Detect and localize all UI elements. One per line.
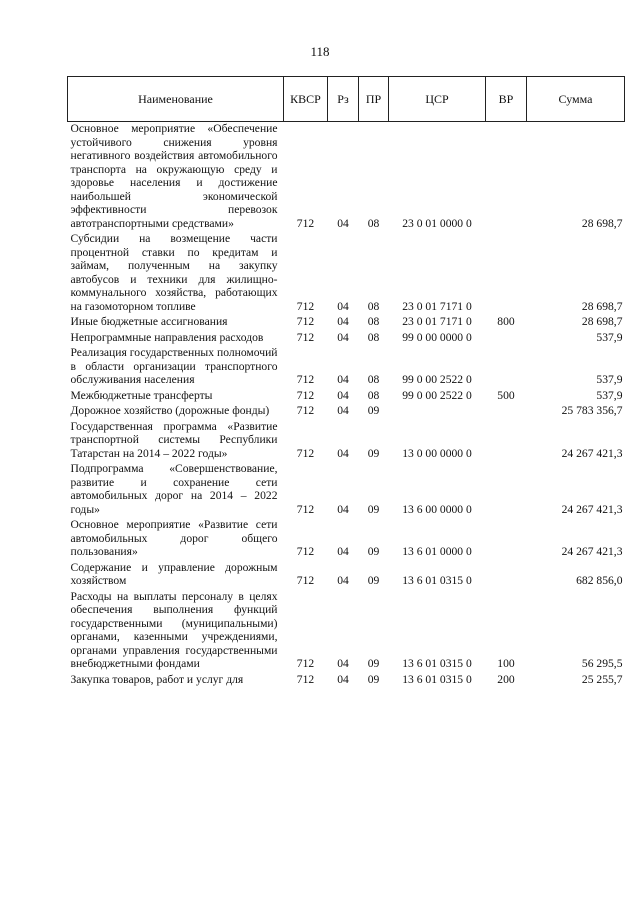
cell-kvsr: 712 <box>296 315 315 328</box>
cell-rz: 04 <box>337 404 349 417</box>
cell-csr: 13 6 00 0000 0 <box>402 502 472 516</box>
cell-rz: 04 <box>337 574 349 587</box>
table-row <box>68 122 625 231</box>
cell-name: Межбюджетные трансферты <box>70 388 213 402</box>
cell-name: Государственная программа «Развитие транспортной системы Республики Татарстан на 2014 – 2022 годы» <box>70 419 278 460</box>
cell-kvsr: 712 <box>296 388 315 402</box>
cell-name: Основное мероприятие «Обеспечение устойчивого снижения уровня негативного воздействия автомобильного транспорта на окружающую среду и здоровье населения и достижение наибольшей экономической эффективности перевозок автотранспортными средствами» <box>70 122 278 230</box>
cell-rz: 04 <box>337 545 349 558</box>
table-row <box>68 671 625 687</box>
cell-rz: 04 <box>337 216 349 230</box>
cell-csr: 13 6 01 0315 0 <box>402 672 472 686</box>
cell-rz: 04 <box>337 330 349 344</box>
table-row <box>68 230 625 313</box>
cell-sum: 25 255,7 <box>581 672 623 686</box>
cell-csr: 13 0 00 0000 0 <box>402 446 472 460</box>
cell-sum: 25 783 356,7 <box>561 404 623 417</box>
table-row <box>68 329 625 345</box>
cell-pr: 09 <box>367 574 380 587</box>
cell-pr: 09 <box>367 657 380 670</box>
cell-sum: 537,9 <box>596 388 623 402</box>
header-vr: ВР <box>486 77 527 122</box>
cell-rz: 04 <box>337 446 349 460</box>
cell-csr: 23 0 01 7171 0 <box>402 315 472 328</box>
cell-vr <box>486 516 527 559</box>
cell-sum: 537,9 <box>596 373 623 386</box>
cell-kvsr: 712 <box>296 330 315 344</box>
cell-csr: 99 0 00 2522 0 <box>402 373 472 386</box>
cell-csr: 13 6 01 0315 0 <box>402 657 472 670</box>
cell-csr: 23 0 01 7171 0 <box>402 299 472 313</box>
cell-name: Закупка товаров, работ и услуг для <box>70 672 244 686</box>
table-row <box>68 516 625 559</box>
cell-sum: 24 267 421,3 <box>561 502 623 516</box>
table-row <box>68 460 625 516</box>
cell-pr: 09 <box>367 446 380 460</box>
cell-kvsr: 712 <box>296 299 315 313</box>
cell-vr <box>486 418 527 461</box>
cell-vr <box>486 329 527 345</box>
cell-sum: 24 267 421,3 <box>561 446 623 460</box>
cell-sum: 24 267 421,3 <box>561 545 623 558</box>
cell-kvsr: 712 <box>296 574 315 587</box>
cell-csr: 13 6 01 0315 0 <box>402 574 472 587</box>
cell-vr <box>486 559 527 588</box>
table-row <box>68 418 625 461</box>
cell-sum: 682 856,0 <box>576 574 623 587</box>
header-rz: Рз <box>328 77 359 122</box>
cell-rz: 04 <box>337 672 349 686</box>
cell-csr: 99 0 00 0000 0 <box>402 330 472 344</box>
cell-rz: 04 <box>337 502 349 516</box>
cell-name: Иные бюджетные ассигнования <box>70 315 228 328</box>
cell-rz: 04 <box>337 388 349 402</box>
cell-vr <box>486 122 527 231</box>
cell-sum: 28 698,7 <box>581 216 623 230</box>
cell-sum: 56 295,5 <box>581 657 623 670</box>
budget-table <box>67 76 625 686</box>
header-pr: ПР <box>359 77 389 122</box>
table-row <box>68 588 625 671</box>
header-sum: Сумма <box>527 77 625 122</box>
cell-name: Реализация государственных полномочий в области организации транспортного обслуживания населения <box>70 346 278 386</box>
cell-rz: 04 <box>337 373 349 386</box>
cell-pr: 08 <box>367 330 380 344</box>
table-row <box>68 344 625 387</box>
cell-kvsr: 712 <box>296 216 315 230</box>
cell-kvsr: 712 <box>296 672 315 686</box>
cell-kvsr: 712 <box>296 545 315 558</box>
cell-name: Непрограммные направления расходов <box>70 330 264 344</box>
cell-vr: 800 <box>497 315 515 328</box>
page-number: 118 <box>310 44 330 59</box>
cell-sum: 28 698,7 <box>581 315 623 328</box>
cell-name: Дорожное хозяйство (дорожные фонды) <box>70 404 270 417</box>
cell-pr: 08 <box>367 299 380 313</box>
cell-rz: 04 <box>337 299 349 313</box>
cell-vr <box>486 230 527 313</box>
cell-vr: 200 <box>497 672 515 686</box>
cell-pr: 08 <box>367 373 380 386</box>
header-name: Наименование <box>68 77 284 122</box>
cell-kvsr: 712 <box>296 404 315 417</box>
cell-rz: 04 <box>337 657 349 670</box>
cell-name: Подпрограмма «Совершенствование, развитие и сохранение сети автомобильных дорог на 2014 – 2022 годы» <box>70 462 278 516</box>
header-kvsr: КВСР <box>284 77 328 122</box>
cell-kvsr: 712 <box>296 657 315 670</box>
cell-vr: 100 <box>497 657 515 670</box>
cell-sum: 28 698,7 <box>581 299 623 313</box>
cell-name: Содержание и управление дорожным хозяйством <box>70 560 278 587</box>
table-row <box>68 402 625 418</box>
cell-csr <box>389 402 486 418</box>
table-row <box>68 313 625 329</box>
cell-pr: 08 <box>367 315 380 328</box>
cell-sum: 537,9 <box>596 330 623 344</box>
cell-pr: 09 <box>367 672 380 686</box>
cell-name: Основное мероприятие «Развитие сети автомобильных дорог общего пользования» <box>70 518 278 558</box>
header-csr: ЦСР <box>389 77 486 122</box>
cell-rz: 04 <box>337 315 349 328</box>
cell-vr <box>486 344 527 387</box>
cell-kvsr: 712 <box>296 502 315 516</box>
cell-pr: 09 <box>367 404 380 417</box>
table-body <box>68 122 625 687</box>
cell-pr: 09 <box>367 545 380 558</box>
cell-csr: 99 0 00 2522 0 <box>402 388 472 402</box>
cell-vr <box>486 460 527 516</box>
cell-csr: 13 6 01 0000 0 <box>402 545 472 558</box>
cell-pr: 08 <box>367 216 380 230</box>
cell-pr: 09 <box>367 502 380 516</box>
cell-vr: 500 <box>497 388 515 402</box>
cell-vr <box>486 402 527 418</box>
cell-kvsr: 712 <box>296 373 315 386</box>
table-header-row <box>68 77 625 122</box>
table-row <box>68 559 625 588</box>
cell-pr: 08 <box>367 388 380 402</box>
cell-kvsr: 712 <box>296 446 315 460</box>
cell-name: Расходы на выплаты персоналу в целях обеспечения выполнения функций государственными (муниципальными) органами, казенными учреждениями, органами управления государственными внебюджетными фондами <box>70 589 278 670</box>
cell-name: Субсидии на возмещение части процентной ставки по кредитам и займам, полученным на закупку автобусов и техники для жилищно-коммунального хозяйства, работающих на газомоторном топливе <box>70 232 278 313</box>
table-row <box>68 387 625 403</box>
cell-csr: 23 0 01 0000 0 <box>402 216 472 230</box>
